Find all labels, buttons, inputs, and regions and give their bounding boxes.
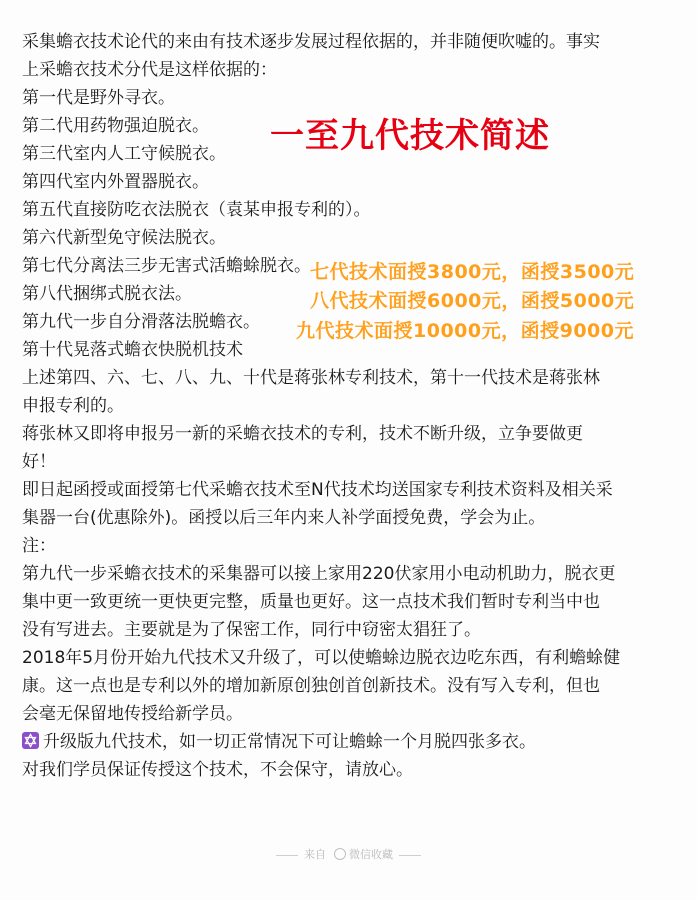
upgraded-ninth-gen-text: 升级版九代技术，如一切正常情况下可让蟾蜍一个月脱四张多衣。 [43, 732, 536, 752]
patent-line-cont: 申报专利的。 [22, 396, 124, 416]
price-gen8: 八代技术面授6000元，函授5000元 [310, 290, 635, 312]
generation-5: 第五代直接防吃衣法脱衣（袁某申报专利的）。 [22, 200, 371, 220]
footer-from: 来自 [304, 848, 326, 861]
footer-divider-right [399, 855, 421, 856]
ninth-gen-line-2: 集中更一致更统一更快更完整，质量也更好。这一点技术我们暂时专利当中也 [22, 592, 600, 612]
price-gen7: 七代技术面授3800元，函授3500元 [310, 261, 635, 283]
intro-line-1: 采集蟾衣技术论代的来由有技术逐步发展过程依据的，并非随便吹嘘的。事实 [22, 32, 600, 52]
generation-6: 第六代新型免守候法脱衣。 [22, 228, 226, 248]
upgrade-2018-line-1: 2018年5月份开始九代技术又升级了，可以使蟾蜍边脱衣边吃东西，有利蟾蜍健 [22, 648, 621, 668]
generation-1: 第一代是野外寻衣。 [22, 88, 175, 108]
patent-line: 上述第四、六、七、八、九、十代是蒋张林专利技术，第十一代技术是蒋张林 [22, 368, 600, 388]
generation-8: 第八代捆绑式脱衣法。 [22, 284, 192, 304]
ninth-gen-line-3: 没有写进去。主要就是为了保密工作，同行中窃密太猖狂了。 [22, 620, 481, 640]
offer-line-cont: 集器一台(优惠除外)。函授以后三年内来人补学面授免费，学会为止。 [22, 508, 546, 528]
ninth-gen-line-1: 第九代一步采蟾衣技术的采集器可以接上家用220伏家用小电动机助力，脱衣更 [22, 564, 616, 584]
footer-source-name: 微信收藏 [349, 848, 393, 861]
upgrade-line: 蒋张林又即将申报另一新的采蟾衣技术的专利，技术不断升级，立争要做更 [22, 424, 583, 444]
offer-line: 即日起函授或面授第七代采蟾衣技术至N代技术均送国家专利技术资料及相关采 [22, 480, 613, 500]
overlay-title: 一至九代技术简述 [270, 116, 550, 156]
upgrade-line-cont: 好！ [22, 452, 56, 472]
intro-line-2: 上采蟾衣技术分代是这样依据的： [22, 60, 277, 80]
assurance-line: 对我们学员保证传授这个技术，不会保守，请放心。 [22, 760, 413, 780]
generation-3: 第三代室内人工守候脱衣。 [22, 144, 226, 164]
footer-divider-left [276, 855, 298, 856]
generation-4: 第四代室内外置器脱衣。 [22, 172, 209, 192]
generation-9: 第九代一步自分滑落法脱蟾衣。 [22, 312, 260, 332]
upgrade-2018-line-2: 康。这一点也是专利以外的增加新原创独创首创新技术。没有写入专利，但也 [22, 676, 600, 696]
footer-source [0, 846, 697, 862]
price-gen9: 九代技术面授10000元，函授9000元 [296, 320, 634, 342]
upgraded-ninth-gen [22, 728, 682, 756]
generation-7: 第七代分离法三步无害式活蟾蜍脱衣。 [22, 256, 311, 276]
generation-10: 第十代晃落式蟾衣快脱机技术 [22, 340, 243, 360]
wechat-favorites-icon [334, 848, 346, 860]
upgrade-2018-line-3: 会毫无保留地传授给新学员。 [22, 704, 243, 724]
note-label: 注： [22, 536, 56, 556]
generation-2: 第二代用药物强迫脱衣。 [22, 116, 209, 136]
six-pointed-star-icon [22, 732, 39, 749]
